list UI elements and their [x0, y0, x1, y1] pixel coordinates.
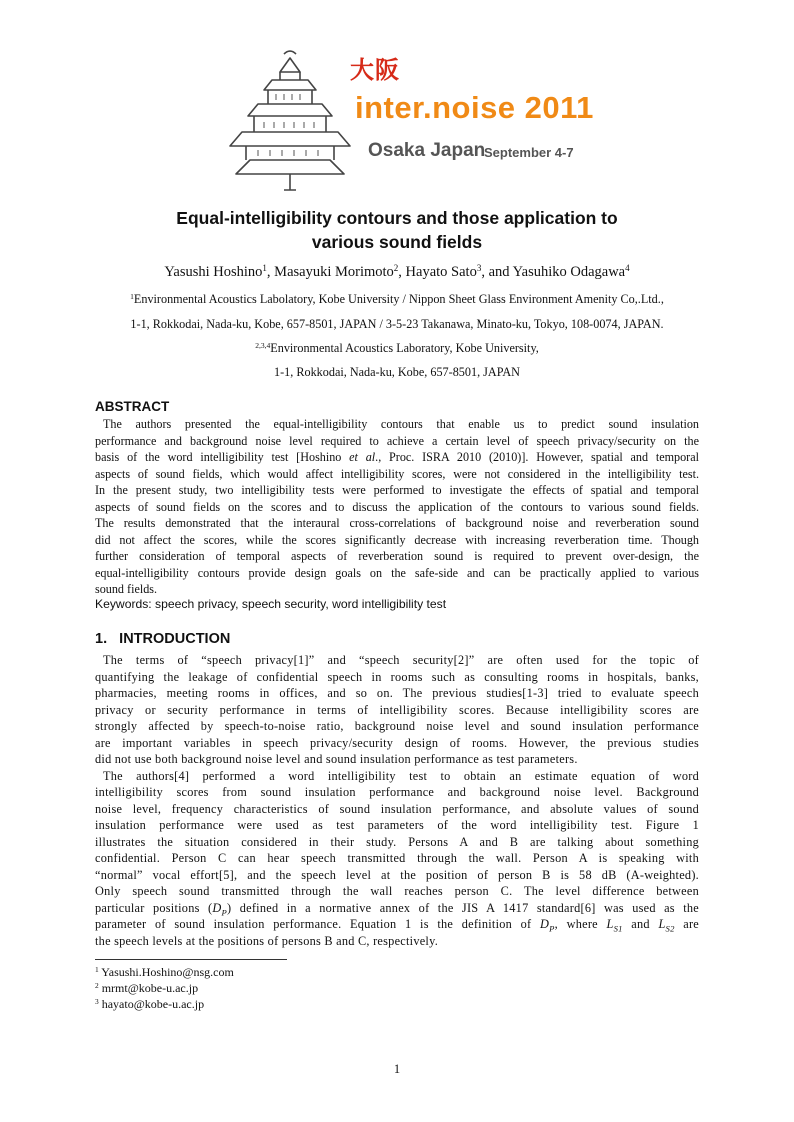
abstract-line: aspects of sound fields, which would affect intelligibility scores, were not considered in the intelligibility test.	[95, 466, 699, 481]
abstract-line: In the present study, two intelligibility tests were performed to investigate the effects of spatial and temporal	[95, 483, 699, 497]
intro-line-text: parameter of sound insulation performance. Equation 1 is the definition of	[95, 917, 540, 931]
math-subscript: P	[549, 923, 555, 934]
abstract-body	[95, 416, 699, 598]
intro-line: illustrates the situation considered in their study. Persons A and B are talking about something	[95, 834, 699, 849]
intro-line: intelligibility scores from sound insulation performance and background noise level. Background	[95, 785, 699, 799]
author-name: Masayuki Morimoto	[274, 264, 394, 280]
intro-line: are important variables in speech privacy/security design of rooms. However, the previous studies	[95, 735, 699, 750]
conference-location: Osaka Japan	[368, 140, 486, 161]
abstract-line-text: basis of the word intelligibility test [Hoshino	[95, 450, 350, 464]
footnote	[95, 964, 234, 980]
intro-line-text: ) defined in a normative annex of the JIS A 1417 standard[6] was used as the	[227, 900, 699, 915]
math-variable: D	[540, 917, 550, 931]
author-mark: 4	[625, 263, 630, 274]
footnote-mark: 3	[95, 996, 99, 1006]
author-mark: 2	[393, 263, 399, 274]
affiliation-mark: 2,3,4	[255, 340, 271, 350]
footnote-email: mrmt@kobe-u.ac.jp	[101, 981, 199, 995]
intro-line: pharmacies, meeting rooms in offices, and so on. The previous studies[1-3] tried to evaluate speech	[95, 686, 699, 700]
math-subscript: S2	[665, 923, 675, 934]
author-name: Hayato Sato	[405, 264, 477, 280]
footnote-mark: 1	[95, 964, 99, 974]
author-name: Yasuhiko Odagawa	[512, 264, 626, 280]
paper-title	[95, 206, 699, 254]
author-list	[95, 264, 699, 281]
footnote-mark: 2	[95, 980, 99, 990]
footnote-email: Yasushi.Hoshino@nsg.com	[101, 965, 234, 979]
intro-line-text: and	[622, 917, 659, 931]
conference-logo	[220, 48, 594, 198]
introduction-heading: 1. INTRODUCTION	[95, 631, 231, 647]
footnote-email: hayato@kobe-u.ac.jp	[101, 997, 205, 1011]
author-mark: 3	[476, 263, 482, 274]
intro-line: noise level, frequency characteristics of sound insulation performance, and absolute values of sound	[95, 801, 699, 816]
abstract-line: sound fields.	[95, 582, 158, 596]
affiliation-mark: 1	[130, 291, 134, 301]
intro-line	[95, 900, 699, 917]
author-separator: ,	[266, 264, 275, 280]
math-variable: D	[212, 900, 222, 915]
page-number: 1	[393, 1062, 401, 1076]
abstract-line: The results demonstrated that the interaural cross-correlations of background noise and reverberation sound	[95, 516, 699, 530]
intro-line: the speech levels at the positions of persons B and C, respectively.	[95, 933, 439, 948]
intro-line: Only speech sound transmitted through the wall reaches person C. The level difference between	[95, 884, 699, 898]
affiliation-text: Environmental Acoustics Laboratory, Kobe University,	[270, 341, 539, 355]
intro-line: insulation performance were used as test parameters of the word intelligibility test. Figure 1	[95, 818, 699, 832]
intro-line: The authors[4] performed a word intelligibility test to obtain an estimate equation of word	[103, 768, 699, 783]
intro-line: The terms of “speech privacy[1]” and “speech security[2]” are often used for the topic of	[103, 653, 699, 667]
conference-brand: inter.noise 2011	[355, 90, 594, 125]
intro-line-text: particular positions (	[95, 900, 213, 915]
intro-line-text: , where	[554, 917, 607, 931]
abstract-line	[95, 449, 699, 466]
osaka-castle-icon	[220, 48, 360, 198]
abstract-line: performance and background noise level required to achieve a certain level of speech privacy/security on the	[95, 433, 699, 448]
abstract-line: did not affect the scores, while the scores significantly decrease with increasing reverberation time. Though	[95, 532, 699, 547]
abstract-line: The authors presented the equal-intelligibility contours that enable us to predict sound insulation	[103, 417, 699, 431]
intro-line: privacy or security performance in terms of intelligibility scores. Because intelligibility scores are	[95, 702, 699, 717]
affiliation-1-line2: 1-1, Rokkodai, Nada-ku, Kobe, 657-8501, JAPAN / 3-5-23 Takanawa, Minato-ku, Tokyo, 108-0074, JAPAN.	[130, 317, 664, 331]
author-separator: ,	[398, 264, 406, 280]
abstract-line: further consideration of temporal aspects of reverberation sound is required to prevent over-design, the	[95, 549, 699, 563]
intro-line: quantifying the leakage of confidential speech in rooms such as consulting rooms in hospitals, banks,	[95, 669, 699, 684]
abstract-line-text: ., Proc. ISRA 2010 (2010)]. However, spatial and temporal	[375, 450, 699, 464]
intro-line: confidential. Person C can hear speech transmitted through the wall. Person A is speaking with	[95, 851, 699, 865]
citation-italic: et al	[349, 450, 376, 464]
intro-line: strongly affected by speech-to-noise ratio, background noise level and sound insulation performance	[95, 719, 699, 733]
conference-dates: September 4-7	[484, 145, 574, 160]
paper-title-line2: various sound fields	[311, 232, 483, 252]
footnotes	[95, 964, 234, 1012]
math-variable: L	[606, 917, 614, 931]
math-variable: L	[658, 917, 666, 931]
paper-title-line1: Equal-intelligibility contours and those application to	[176, 208, 618, 228]
abstract-heading: ABSTRACT	[95, 399, 170, 414]
author-name: Yasushi Hoshino	[164, 264, 263, 280]
math-subscript: P	[221, 906, 228, 917]
affiliation-2-line2: 1-1, Rokkodai, Nada-ku, Kobe, 657-8501, JAPAN	[274, 365, 520, 379]
intro-line: “normal” vocal effort[5], and the speech level at the position of person B is 58 dB (A-weighted).	[95, 867, 699, 882]
intro-line-text: are	[674, 917, 700, 931]
author-separator: , and	[481, 264, 513, 280]
footnote	[95, 996, 234, 1012]
affiliation-1-line1	[95, 292, 699, 307]
affiliation-text: Environmental Acoustics Labolatory, Kobe University / Nippon Sheet Glass Environment Amenity Co,.Ltd.,	[133, 292, 664, 306]
author-mark: 1	[262, 263, 267, 274]
footnote-divider	[95, 959, 287, 960]
conference-kanji: 大阪	[350, 56, 400, 84]
intro-line: did not use both background noise level and sound insulation performance as test parameters.	[95, 752, 578, 766]
keywords: Keywords: speech privacy, speech security, word intelligibility test	[95, 597, 447, 611]
abstract-line: aspects of sound fields on the scores and to discuss the application of the contours to various sound fields.	[95, 499, 699, 514]
affiliation-2-line1	[95, 341, 699, 356]
math-subscript: S1	[613, 923, 623, 934]
footnote	[95, 980, 234, 996]
introduction-body	[95, 652, 699, 949]
intro-line	[95, 916, 699, 933]
abstract-line: equal-intelligibility contours provide design goals on the safe-side and can be practically applied to various	[95, 565, 699, 580]
